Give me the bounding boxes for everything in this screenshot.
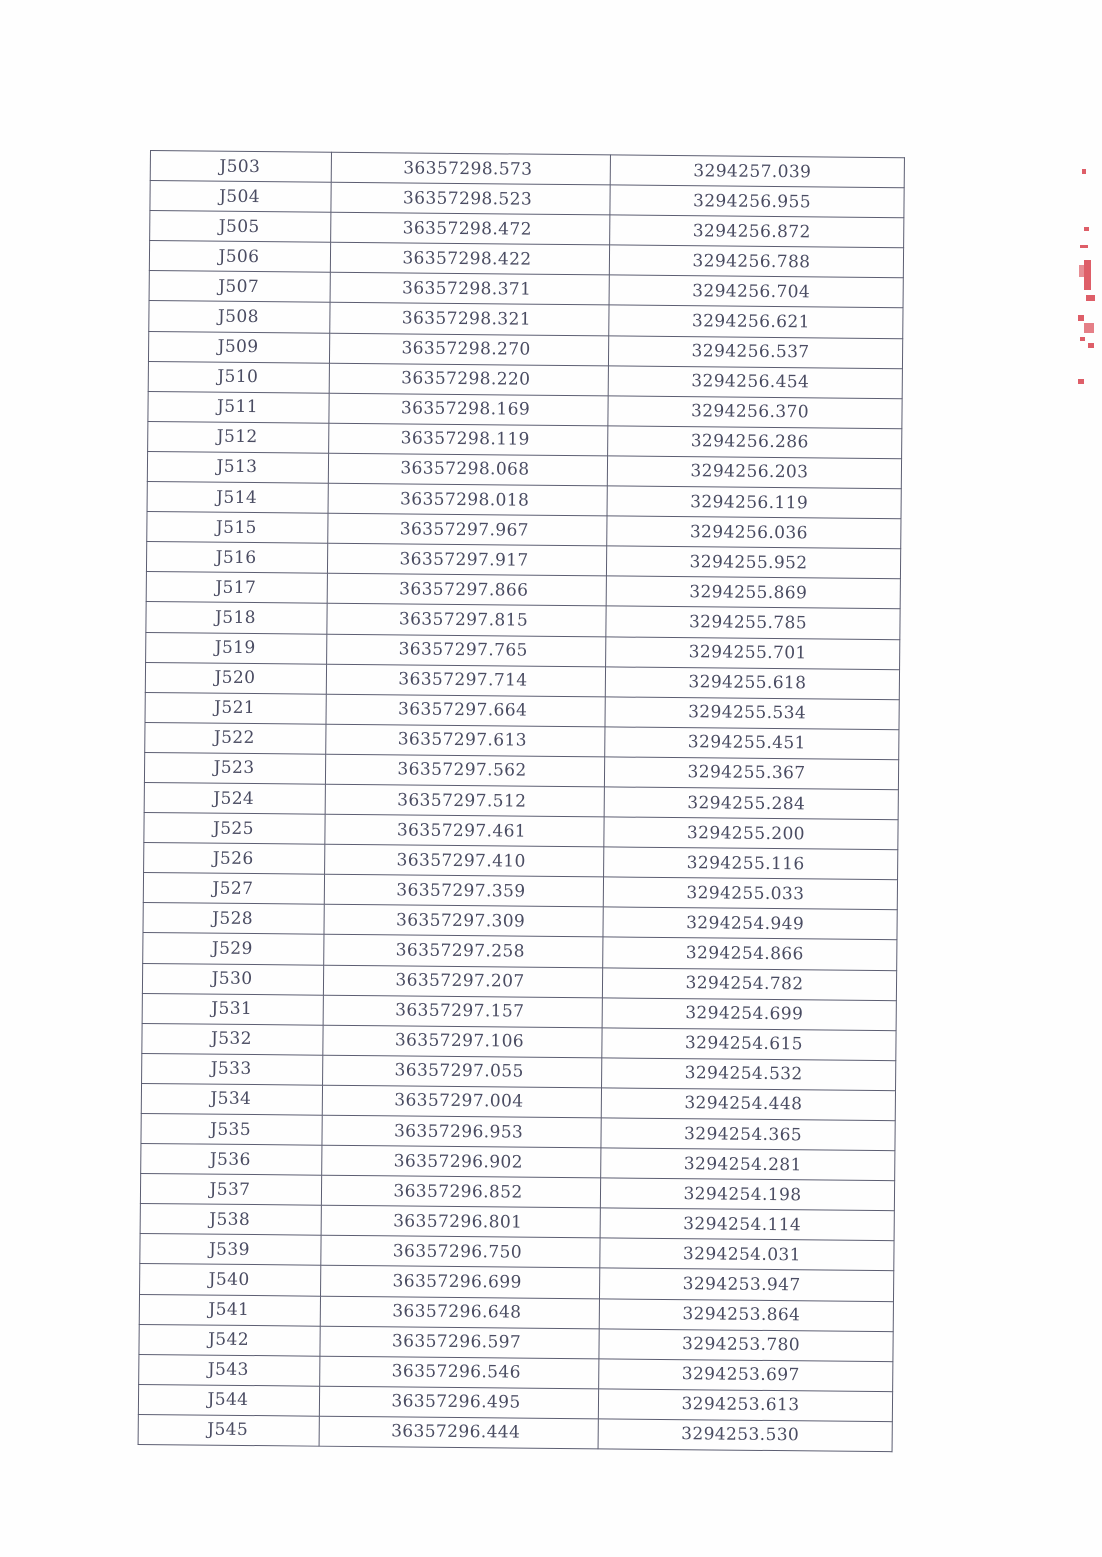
y-coordinate-cell: 3294254.532 [602,1058,896,1091]
y-coordinate-cell: 3294256.537 [608,335,902,368]
y-coordinate-cell: 3294254.448 [601,1088,895,1121]
point-id-cell: J529 [143,933,324,965]
point-id-cell: J509 [148,331,329,363]
point-id-cell: J543 [139,1354,320,1386]
x-coordinate-cell: 36357297.004 [322,1085,601,1118]
point-id-cell: J503 [150,151,331,183]
y-coordinate-cell: 3294254.866 [603,937,897,970]
point-id-cell: J519 [146,632,327,664]
point-id-cell: J511 [148,391,329,423]
point-id-cell: J504 [150,181,331,213]
point-id-cell: J524 [144,782,325,814]
x-coordinate-cell: 36357297.917 [327,543,606,576]
x-coordinate-cell: 36357296.902 [322,1145,601,1178]
y-coordinate-cell: 3294253.697 [599,1359,893,1392]
point-id-cell: J523 [144,752,325,784]
point-id-cell: J525 [144,813,325,845]
y-coordinate-cell: 3294255.200 [604,817,898,850]
y-coordinate-cell: 3294256.036 [607,516,901,549]
y-coordinate-cell: 3294256.286 [608,426,902,459]
x-coordinate-cell: 36357297.866 [327,574,606,607]
y-coordinate-cell: 3294256.704 [609,275,903,308]
y-coordinate-cell: 3294256.621 [609,305,903,338]
y-coordinate-cell: 3294255.534 [605,697,899,730]
y-coordinate-cell: 3294256.370 [608,396,902,429]
point-id-cell: J537 [140,1174,321,1206]
x-coordinate-cell: 36357297.309 [324,905,603,938]
table-row [138,1414,892,1451]
y-coordinate-cell: 3294255.116 [604,847,898,880]
x-coordinate-cell: 36357297.410 [325,844,604,877]
y-coordinate-cell: 3294255.284 [604,787,898,820]
y-coordinate-cell: 3294255.033 [603,877,897,910]
point-id-cell: J532 [142,1023,323,1055]
y-coordinate-cell: 3294254.281 [601,1148,895,1181]
y-coordinate-cell: 3294253.530 [598,1419,892,1452]
x-coordinate-cell: 36357296.953 [322,1115,601,1148]
point-id-cell: J505 [150,211,331,243]
y-coordinate-cell: 3294254.031 [600,1238,894,1271]
point-id-cell: J544 [138,1384,319,1416]
x-coordinate-cell: 36357297.461 [325,814,604,847]
y-coordinate-cell: 3294255.618 [605,666,899,699]
point-id-cell: J516 [146,542,327,574]
coordinate-table [138,150,905,1452]
y-coordinate-cell: 3294254.782 [602,967,896,1000]
point-id-cell: J526 [144,843,325,875]
y-coordinate-cell: 3294255.869 [606,576,900,609]
point-id-cell: J517 [146,572,327,604]
x-coordinate-cell: 36357296.648 [320,1296,599,1329]
y-coordinate-cell: 3294257.039 [610,155,904,188]
point-id-cell: J510 [148,361,329,393]
y-coordinate-cell: 3294255.785 [606,606,900,639]
x-coordinate-cell: 36357298.018 [328,483,607,516]
x-coordinate-cell: 36357298.119 [329,423,608,456]
point-id-cell: J527 [143,873,324,905]
x-coordinate-cell: 36357296.852 [321,1175,600,1208]
point-id-cell: J541 [139,1294,320,1326]
point-id-cell: J521 [145,692,326,724]
point-id-cell: J542 [139,1324,320,1356]
y-coordinate-cell: 3294255.701 [606,636,900,669]
x-coordinate-cell: 36357298.472 [331,212,610,245]
y-coordinate-cell: 3294254.365 [601,1118,895,1151]
y-coordinate-cell: 3294254.198 [600,1178,894,1211]
point-id-cell: J540 [140,1264,321,1296]
x-coordinate-cell: 36357297.207 [323,965,602,998]
y-coordinate-cell: 3294253.613 [598,1389,892,1422]
y-coordinate-cell: 3294253.864 [599,1298,893,1331]
y-coordinate-cell: 3294255.451 [605,727,899,760]
point-id-cell: J539 [140,1234,321,1266]
y-coordinate-cell: 3294256.788 [609,245,903,278]
x-coordinate-cell: 36357297.613 [326,724,605,757]
point-id-cell: J535 [141,1113,322,1145]
x-coordinate-cell: 36357297.967 [328,513,607,546]
x-coordinate-cell: 36357297.157 [323,995,602,1028]
y-coordinate-cell: 3294256.955 [610,185,904,218]
point-id-cell: J520 [145,662,326,694]
y-coordinate-cell: 3294254.615 [602,1028,896,1061]
x-coordinate-cell: 36357297.562 [325,754,604,787]
point-id-cell: J512 [148,421,329,453]
x-coordinate-cell: 36357298.270 [329,333,608,366]
y-coordinate-cell: 3294254.114 [600,1208,894,1241]
point-id-cell: J528 [143,903,324,935]
x-coordinate-cell: 36357296.801 [321,1205,600,1238]
x-coordinate-cell: 36357297.258 [324,935,603,968]
x-coordinate-cell: 36357297.055 [323,1055,602,1088]
x-coordinate-cell: 36357298.422 [330,243,609,276]
x-coordinate-cell: 36357297.815 [327,604,606,637]
y-coordinate-cell: 3294253.780 [599,1329,893,1362]
x-coordinate-cell: 36357298.573 [331,152,610,185]
x-coordinate-cell: 36357297.512 [325,784,604,817]
point-id-cell: J507 [149,271,330,303]
x-coordinate-cell: 36357298.220 [329,363,608,396]
x-coordinate-cell: 36357298.523 [331,182,610,215]
x-coordinate-cell: 36357298.371 [330,273,609,306]
y-coordinate-cell: 3294254.949 [603,907,897,940]
point-id-cell: J534 [141,1083,322,1115]
point-id-cell: J533 [142,1053,323,1085]
x-coordinate-cell: 36357298.169 [329,393,608,426]
y-coordinate-cell: 3294255.367 [604,757,898,790]
y-coordinate-cell: 3294255.952 [606,546,900,579]
point-id-cell: J538 [140,1204,321,1236]
y-coordinate-cell: 3294256.119 [607,486,901,519]
x-coordinate-cell: 36357297.106 [323,1025,602,1058]
point-id-cell: J513 [147,451,328,483]
point-id-cell: J536 [141,1144,322,1176]
x-coordinate-cell: 36357296.597 [320,1326,599,1359]
x-coordinate-cell: 36357297.765 [327,634,606,667]
x-coordinate-cell: 36357297.714 [326,664,605,697]
y-coordinate-cell: 3294254.699 [602,998,896,1031]
x-coordinate-cell: 36357298.321 [330,303,609,336]
x-coordinate-cell: 36357296.750 [321,1236,600,1269]
y-coordinate-cell: 3294253.947 [599,1268,893,1301]
x-coordinate-cell: 36357297.664 [326,694,605,727]
point-id-cell: J515 [147,512,328,544]
y-coordinate-cell: 3294256.454 [608,366,902,399]
point-id-cell: J506 [149,241,330,273]
point-id-cell: J522 [145,722,326,754]
point-id-cell: J518 [146,602,327,634]
x-coordinate-cell: 36357296.444 [319,1416,598,1449]
point-id-cell: J530 [142,963,323,995]
point-id-cell: J508 [149,301,330,333]
point-id-cell: J531 [142,993,323,1025]
x-coordinate-cell: 36357298.068 [328,453,607,486]
x-coordinate-cell: 36357296.495 [319,1386,598,1419]
point-id-cell: J514 [147,482,328,514]
x-coordinate-cell: 36357296.699 [321,1266,600,1299]
x-coordinate-cell: 36357296.546 [320,1356,599,1389]
y-coordinate-cell: 3294256.203 [607,456,901,489]
y-coordinate-cell: 3294256.872 [610,215,904,248]
seal-stamp-fragment [1074,165,1102,395]
point-id-cell: J545 [138,1414,319,1446]
coordinate-table-body [138,151,904,1452]
x-coordinate-cell: 36357297.359 [324,874,603,907]
